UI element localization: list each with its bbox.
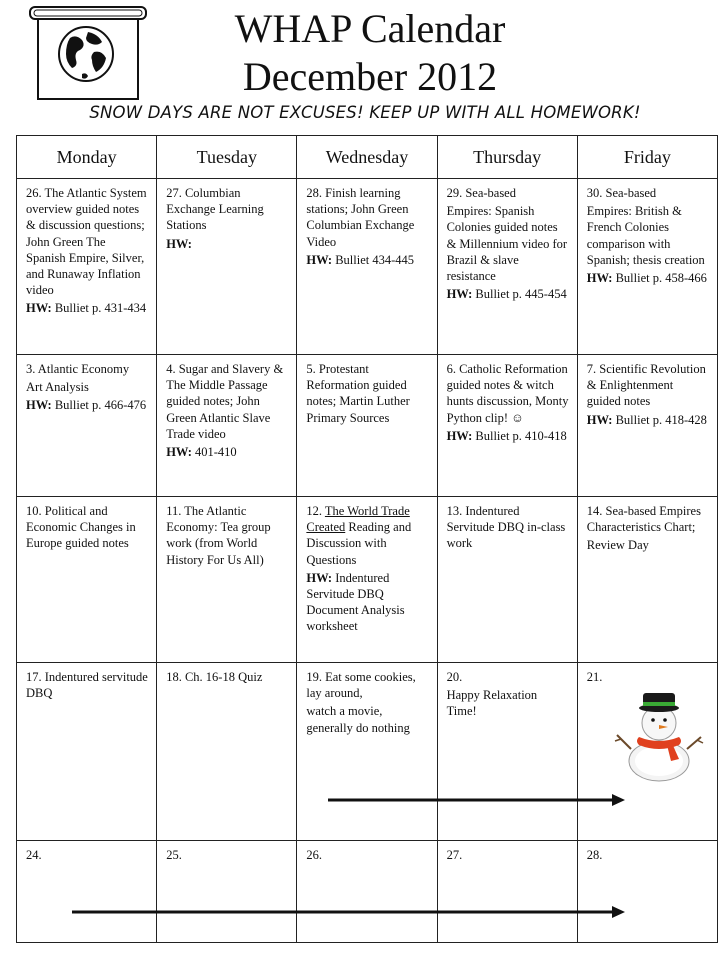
day-cell — [17, 179, 157, 355]
day-cell — [17, 355, 157, 497]
day-cell — [17, 841, 157, 943]
day-cell — [157, 497, 297, 663]
day-cell — [17, 497, 157, 663]
day-entry: 14. Sea-based Empires Characteristics Chart; — [586, 504, 701, 535]
day-entry: 19. Eat some cookies, lay around, — [306, 670, 416, 701]
day-entry: 12. The World Trade Created Reading and Discussion with Questions — [306, 504, 412, 567]
day-entry: 3. Atlantic Economy — [26, 362, 130, 376]
day-cell — [297, 355, 437, 497]
break-arrow-icon — [328, 790, 626, 810]
week-row — [17, 841, 718, 943]
week-row — [17, 497, 718, 663]
day-entry: 7. Scientific Revolution & Enlightenment guided notes — [586, 362, 706, 409]
day-cell — [437, 497, 577, 663]
day-cell — [577, 179, 717, 355]
day-header-monday: Monday — [17, 136, 157, 179]
day-cell — [297, 497, 437, 663]
day-entry: 26. The Atlantic System overview guided notes & discussion questions; John Green The Spanish Empire, Silver, and Runaway Inflation video — [26, 186, 147, 298]
homework: HW: Indentured Servitude DBQ Document Analysis worksheet — [306, 570, 405, 634]
day-entry: 25. — [166, 848, 182, 862]
weekday-header-row — [17, 136, 718, 179]
day-entry: 27. — [446, 848, 463, 862]
day-entry: 6. Catholic Reformation guided notes & witch hunts discussion, Monty Python clip! ☺ — [446, 362, 569, 425]
homework: HW: Bulliet p. 410-418 — [446, 428, 567, 443]
day-header-friday: Friday — [577, 136, 717, 179]
day-entry: Art Analysis — [26, 380, 89, 395]
homework: HW: — [166, 236, 192, 251]
day-entry: 21. — [586, 670, 603, 684]
day-entry: 29. Sea-based — [446, 186, 516, 200]
homework: HW: Bulliet p. 458-466 — [586, 271, 707, 286]
day-entry: 18. Ch. 16-18 Quiz — [166, 670, 263, 684]
homework: HW: Bulliet 434-445 — [306, 252, 415, 267]
day-cell — [157, 179, 297, 355]
day-entry: 24. — [26, 848, 42, 862]
header — [0, 0, 720, 135]
day-entry: 28. — [586, 848, 603, 862]
day-cell — [17, 663, 157, 841]
snowman-icon — [613, 685, 705, 785]
day-cell — [157, 663, 297, 841]
day-cell — [577, 355, 717, 497]
day-entry: Empires: British & French Colonies comparison with Spanish; thesis creation — [586, 204, 705, 267]
day-header-thursday: Thursday — [437, 136, 577, 179]
day-cell — [437, 841, 577, 943]
homework: HW: Bulliet p. 445-454 — [446, 287, 567, 302]
day-cell — [437, 663, 577, 841]
day-cell — [437, 355, 577, 497]
day-entry: 11. The Atlantic Economy: Tea group work (from World History For Us All) — [166, 504, 271, 567]
day-entry: 5. Protestant Reformation guided notes; Martin Luther Primary Sources — [306, 362, 410, 425]
day-cell — [297, 179, 437, 355]
day-entry: 26. — [306, 848, 322, 862]
break-arrow-icon — [72, 902, 626, 922]
homework: HW: Bulliet p. 466-476 — [26, 398, 147, 413]
week-row — [17, 179, 718, 355]
day-entry: 28. Finish learning stations; John Green Columbian Exchange Video — [306, 186, 415, 249]
day-entry: 17. Indentured servitude DBQ — [26, 670, 148, 701]
day-entry: 27. Columbian Exchange Learning Stations — [166, 186, 264, 233]
world-map-scroll-icon — [26, 4, 150, 104]
day-cell — [577, 841, 717, 943]
day-entry: watch a movie, generally do nothing — [306, 704, 410, 735]
reading-title: The World Trade Created — [306, 504, 410, 535]
day-cell — [577, 497, 717, 663]
day-cell — [297, 841, 437, 943]
day-entry: 4. Sugar and Slavery & The Middle Passage guided notes; John Green Atlantic Slave Trade video — [166, 362, 284, 441]
day-cell — [297, 663, 437, 841]
day-entry: 30. Sea-based — [586, 186, 657, 200]
homework: HW: 401-410 — [166, 445, 237, 460]
calendar-table — [16, 135, 718, 943]
homework: HW: Bulliet p. 431-434 — [26, 301, 147, 316]
day-entry: 20. — [446, 670, 463, 684]
day-cell — [157, 355, 297, 497]
day-cell — [437, 179, 577, 355]
day-header-tuesday: Tuesday — [157, 136, 297, 179]
day-entry: Review Day — [586, 538, 649, 553]
week-row — [17, 355, 718, 497]
day-cell — [157, 841, 297, 943]
tagline: SNOW DAYS ARE NOT EXCUSES! KEEP UP WITH ALL HOMEWORK! — [89, 103, 641, 122]
day-header-wednesday: Wednesday — [297, 136, 437, 179]
day-entry: Empires: Spanish Colonies guided notes & Millennium video for Brazil & slave resistance — [446, 204, 568, 284]
homework: HW: Bulliet p. 418-428 — [586, 412, 707, 427]
calendar-month: December 2012 — [242, 54, 498, 99]
day-entry: 13. Indentured Servitude DBQ in-class work — [446, 504, 566, 551]
day-entry: Happy Relaxation Time! — [446, 688, 538, 719]
calendar-title: WHAP Calendar — [234, 6, 506, 51]
day-entry: 10. Political and Economic Changes in Europe guided notes — [26, 504, 136, 551]
